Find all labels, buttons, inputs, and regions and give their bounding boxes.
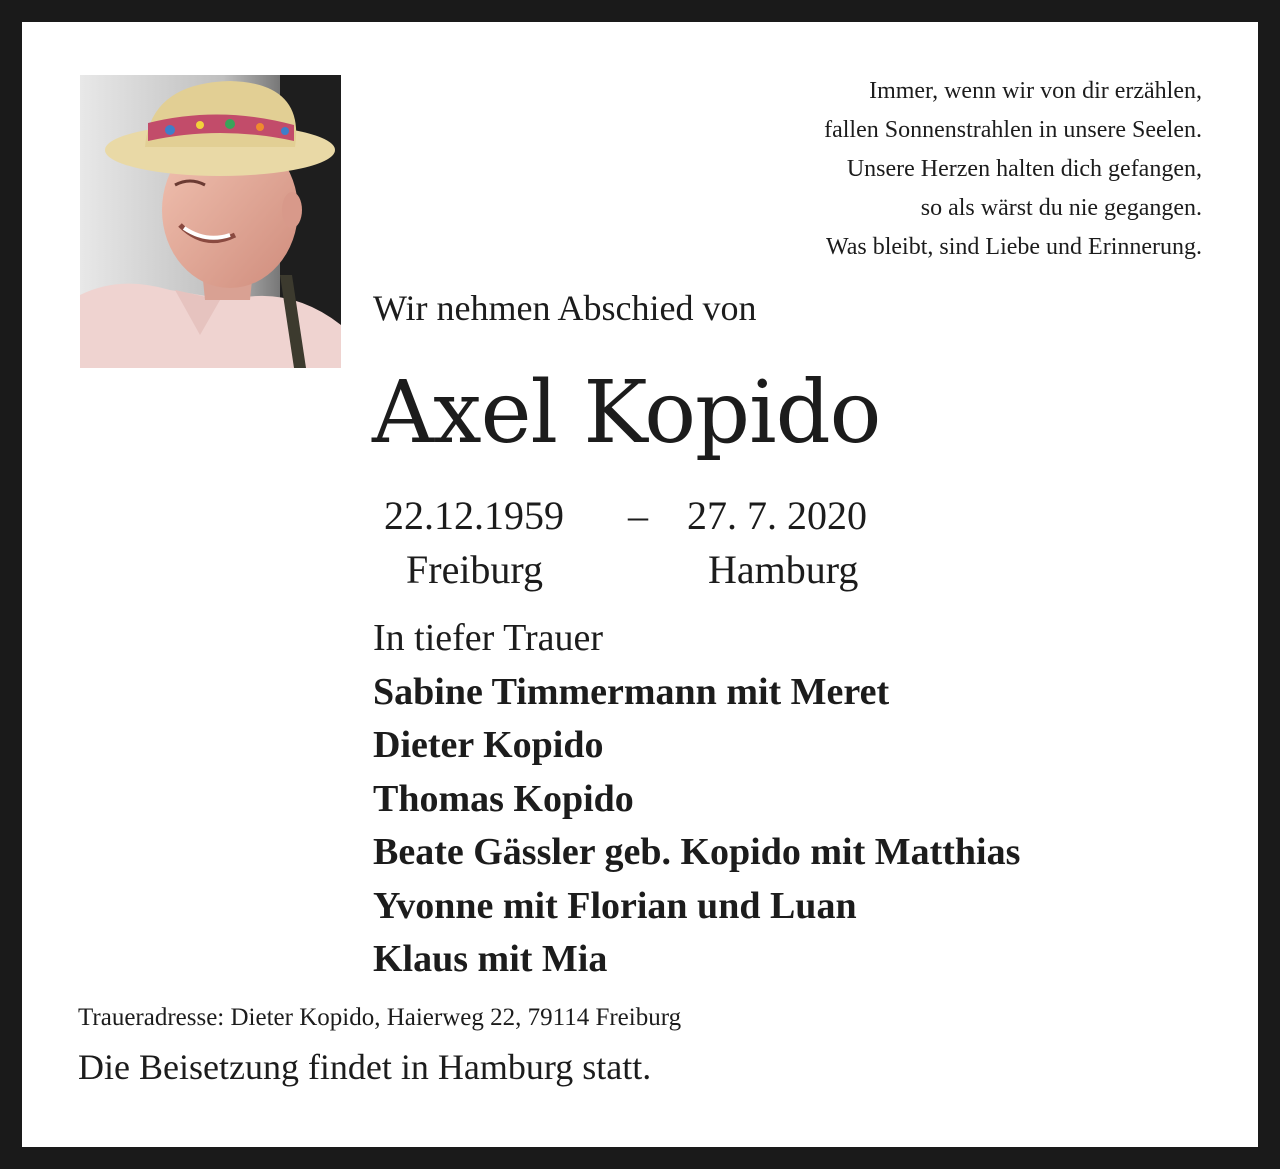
- portrait-photo: [80, 75, 341, 368]
- memorial-poem: [562, 72, 1202, 267]
- farewell-intro: Wir nehmen Abschied von: [373, 288, 757, 328]
- mourner-name: Thomas Kopido: [373, 777, 634, 820]
- obituary-notice: [22, 22, 1258, 1147]
- birth-date: 22.12.1959: [384, 493, 564, 538]
- burial-note: Die Beisetzung findet in Hamburg statt.: [78, 1047, 652, 1087]
- birth-place: Freiburg: [406, 547, 544, 592]
- poem-line: so als wärst du nie gegangen.: [920, 195, 1202, 221]
- mourner-name: Klaus mit Mia: [373, 938, 608, 981]
- poem-line: fallen Sonnenstrahlen in unsere Seelen.: [824, 117, 1202, 143]
- mourners-list: [373, 666, 1020, 986]
- deceased-name: Axel Kopido: [372, 363, 881, 463]
- mourner-name: Yvonne mit Florian und Luan: [373, 884, 857, 927]
- death-place: Hamburg: [708, 547, 859, 592]
- mourning-line: In tiefer Trauer: [373, 617, 604, 659]
- poem-line: Unsere Herzen halten dich gefangen,: [846, 156, 1202, 182]
- mourner-name: Dieter Kopido: [373, 724, 604, 767]
- death-date: 27. 7. 2020: [687, 493, 867, 538]
- life-dates: [384, 492, 904, 602]
- mourner-name: Sabine Timmermann mit Meret: [373, 671, 890, 713]
- mourning-address: Traueradresse: Dieter Kopido, Haierweg 22, 79114 Freiburg: [78, 1004, 682, 1031]
- mourner-name: Beate Gässler geb. Kopido mit Matthias: [373, 831, 1021, 874]
- poem-line: Was bleibt, sind Liebe und Erinnerung.: [826, 234, 1202, 260]
- poem-line: Immer, wenn wir von dir erzählen,: [869, 78, 1202, 104]
- date-separator: –: [628, 493, 648, 538]
